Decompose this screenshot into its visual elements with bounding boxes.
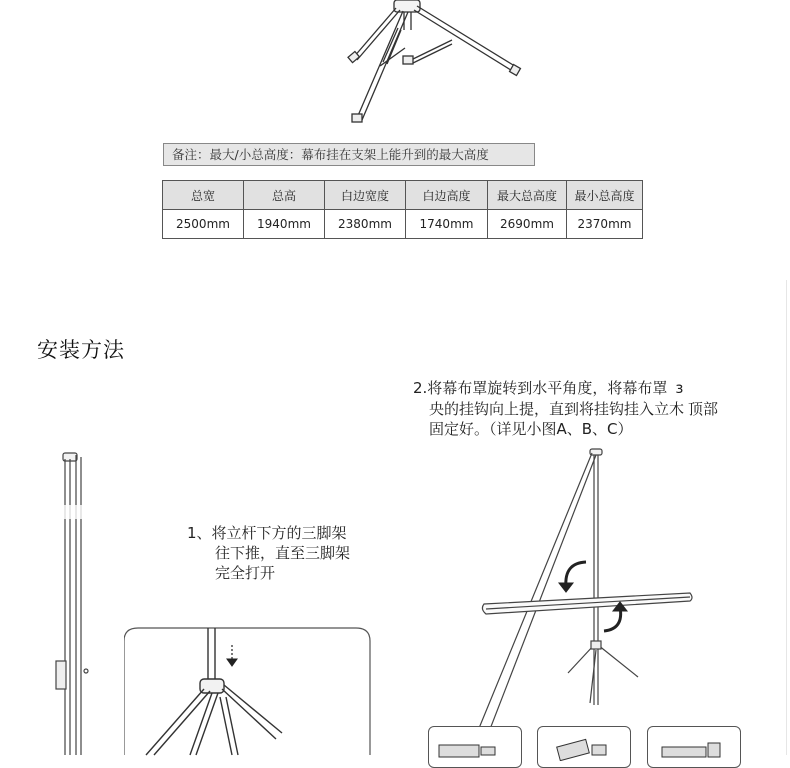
step1-tripod-closeup: [124, 627, 374, 757]
step2-line2-main: 央的挂钩向上提，直到将挂钩挂入立木: [429, 399, 685, 418]
header-min-total-height: 最小总高度: [567, 181, 643, 210]
spec-table-header-row: [163, 181, 643, 210]
detail-a-sketch: [429, 727, 521, 761]
detail-thumbnail-b: [537, 726, 631, 768]
rotate-down-arrow-icon: [559, 562, 586, 592]
value-max-total-height: 2690mm: [488, 210, 567, 239]
header-total-height: 总高: [244, 181, 325, 210]
step2-line2: [413, 399, 718, 420]
detail-thumbnail-c: [647, 726, 741, 768]
spec-table: [162, 180, 643, 239]
right-edge-line: [786, 280, 787, 755]
step2-screen-rotation-illustration: [440, 445, 740, 755]
header-max-total-height: 最大总高度: [488, 181, 567, 210]
value-border-width: 2380mm: [325, 210, 406, 239]
detail-b-sketch: [538, 727, 630, 761]
step1-line1: 1、将立杆下方的三脚架: [187, 524, 347, 542]
value-border-height: 1740mm: [406, 210, 488, 239]
step2-line1: [413, 378, 718, 399]
step2-line1-main: 2.将幕布罩旋转到水平角度，将幕布罩: [413, 379, 668, 397]
step2-line2-tail: 顶部: [688, 399, 719, 418]
note-box: 备注：最大/小总高度：幕布挂在支架上能升到的最大高度: [163, 143, 535, 166]
detail-c-sketch: [648, 727, 740, 761]
header-total-width: 总宽: [163, 181, 244, 210]
header-border-height: 白边高度: [406, 181, 488, 210]
step2-line1-tail: ɜ: [675, 379, 684, 397]
install-method-title: 安装方法: [37, 338, 125, 362]
value-total-height: 1940mm: [244, 210, 325, 239]
step2-line3: 固定好。（详见小图A、B、C）: [429, 420, 633, 438]
header-border-width: 白边宽度: [325, 181, 406, 210]
step1-line2: 往下推，直至三脚架: [215, 544, 351, 562]
step2-instruction: [413, 378, 718, 440]
value-total-width: 2500mm: [163, 210, 244, 239]
tripod-top-illustration: [0, 0, 790, 130]
spec-table-value-row: [163, 210, 643, 239]
down-arrow-icon: [227, 645, 237, 666]
step1-instruction: [187, 523, 350, 583]
detail-thumbnail-a: [428, 726, 522, 768]
step1-line3: 完全打开: [215, 564, 276, 582]
value-min-total-height: 2370mm: [567, 210, 643, 239]
